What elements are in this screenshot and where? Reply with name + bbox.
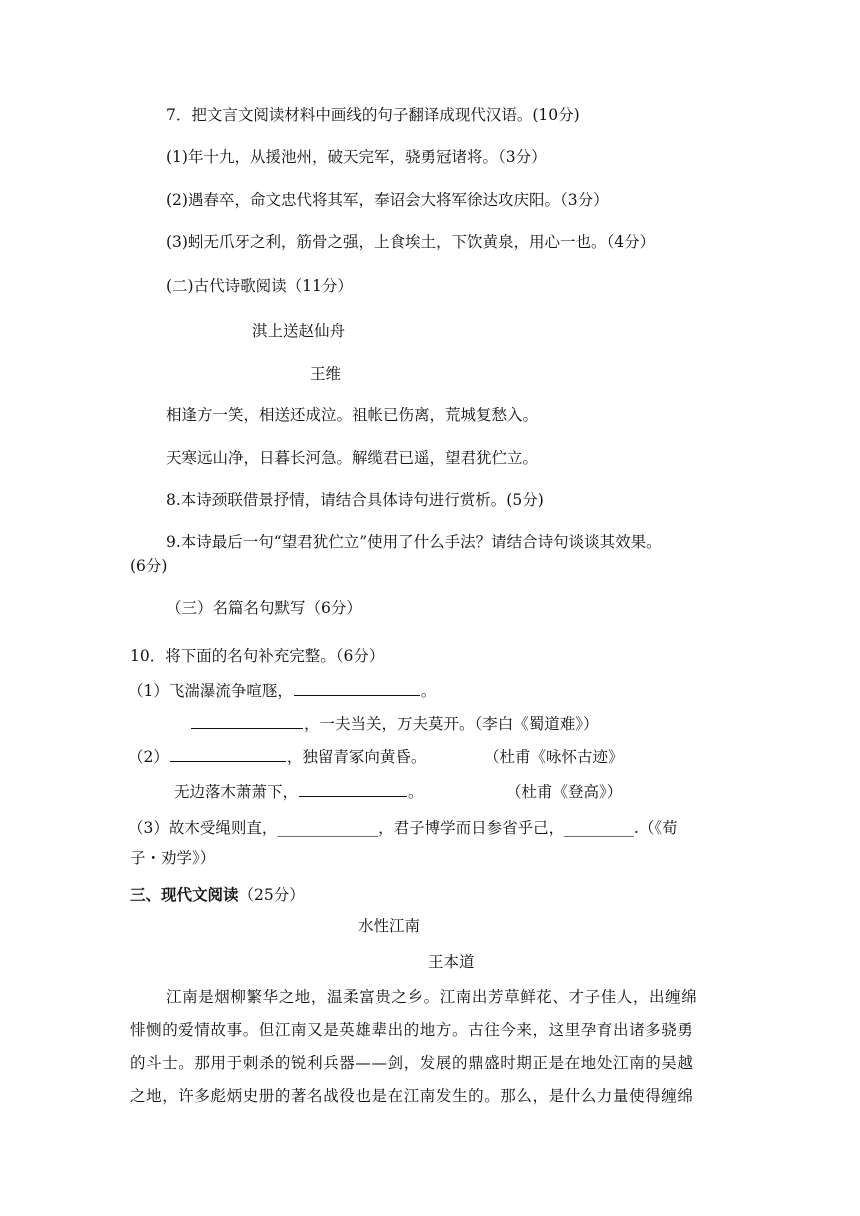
fill-text: 。: [420, 682, 437, 700]
poem-line-1: 相逢方一笑，相送还成泣。祖帐已伤离，荒城复愁入。: [166, 406, 539, 424]
fill-line-3-source: （杜甫《咏怀古迹》: [484, 748, 624, 766]
fill-text: .（《荀: [633, 819, 678, 837]
fill-line-4-source: （杜甫《登高》）: [506, 783, 623, 801]
fill-text: ，一夫当关，万夫莫开。（李白《蜀道难》）: [304, 715, 599, 733]
fill-text: 。: [408, 783, 424, 801]
poem-title: 淇上送赵仙舟: [252, 322, 346, 340]
answer-blank[interactable]: _________: [564, 819, 634, 837]
answer-blank[interactable]: [191, 713, 303, 729]
fill-text: ，君子博学而日参省乎己，: [378, 819, 565, 837]
q10-stem: 10．将下面的名句补充完整。（6分）: [130, 647, 385, 665]
fill-line-1: [128, 680, 436, 702]
fill-text: ，独留青冢向黄昏。: [286, 748, 427, 766]
article-para-line-3: 的斗士。那用于刺杀的锐利兵器——剑，发展的鼎盛时期正是在地处江南的吴越: [130, 1054, 694, 1072]
fill-text: （1）飞湍瀑流争喧豗，: [128, 682, 293, 700]
poem-author: 王维: [310, 365, 342, 383]
article-author: 王本道: [428, 953, 475, 971]
poetry-heading: (二)古代诗歌阅读（11分）: [166, 277, 353, 295]
q7-sentence-1: (1)年十九，从援池州，破天完军，骁勇冠诸将。（3分）: [166, 148, 547, 166]
fill-line-2: [190, 713, 599, 735]
article-para-line-1: 江南是烟柳繁华之地，温柔富贵之乡。江南出芳草鲜花、才子佳人，出缠绵: [166, 988, 698, 1006]
fill-line-6: 子・劝学》）: [130, 849, 216, 867]
q9-line-1: 9.本诗最后一句“望君犹伫立”使用了什么手法？请结合诗句谈谈其效果。: [166, 533, 662, 551]
q7-sentence-3: (3)蚓无爪牙之利，筋骨之强，上食埃土，下饮黄泉，用心一也。（4分）: [166, 233, 656, 251]
poem-line-2: 天寒远山净，日暮长河急。解缆君已遥，望君犹伫立。: [166, 449, 539, 467]
fill-line-5: [128, 817, 678, 839]
q9-line-2: (6分): [130, 557, 168, 575]
section-title: 三、现代文阅读: [130, 886, 239, 904]
article-para-line-2: 悱恻的爱情故事。但江南又是英雄辈出的地方。古往今来，这里孕育出诸多骁勇: [130, 1021, 694, 1039]
answer-blank[interactable]: [294, 680, 420, 696]
fill-line-3: [128, 746, 426, 768]
article-title: 水性江南: [358, 917, 421, 935]
answer-blank[interactable]: [170, 746, 286, 762]
answer-blank[interactable]: _____________: [277, 819, 379, 837]
q7-sentence-2: (2)遇春卒，命文忠代将其军，奉诏会大将军徐达攻庆阳。（3分）: [166, 191, 609, 209]
q7-stem: 7．把文言文阅读材料中画线的句子翻译成现代汉语。(10分): [166, 106, 580, 124]
q8: 8.本诗颈联借景抒情，请结合具体诗句进行赏析。(5分): [166, 491, 544, 509]
article-para-line-4: 之地，许多彪炳史册的著名战役也是在江南发生的。那么，是什么力量使得缠绵: [130, 1087, 694, 1105]
answer-blank[interactable]: [299, 781, 407, 797]
fill-text: （2）: [128, 748, 169, 766]
fill-line-4: [174, 781, 424, 803]
famous-heading: （三）名篇名句默写（6分）: [166, 599, 362, 617]
modern-heading: [130, 884, 305, 906]
fill-text: 无边落木萧萧下，: [174, 783, 299, 801]
section-score: （25分）: [238, 886, 305, 904]
fill-text: （3）故木受绳则直，: [128, 819, 278, 837]
